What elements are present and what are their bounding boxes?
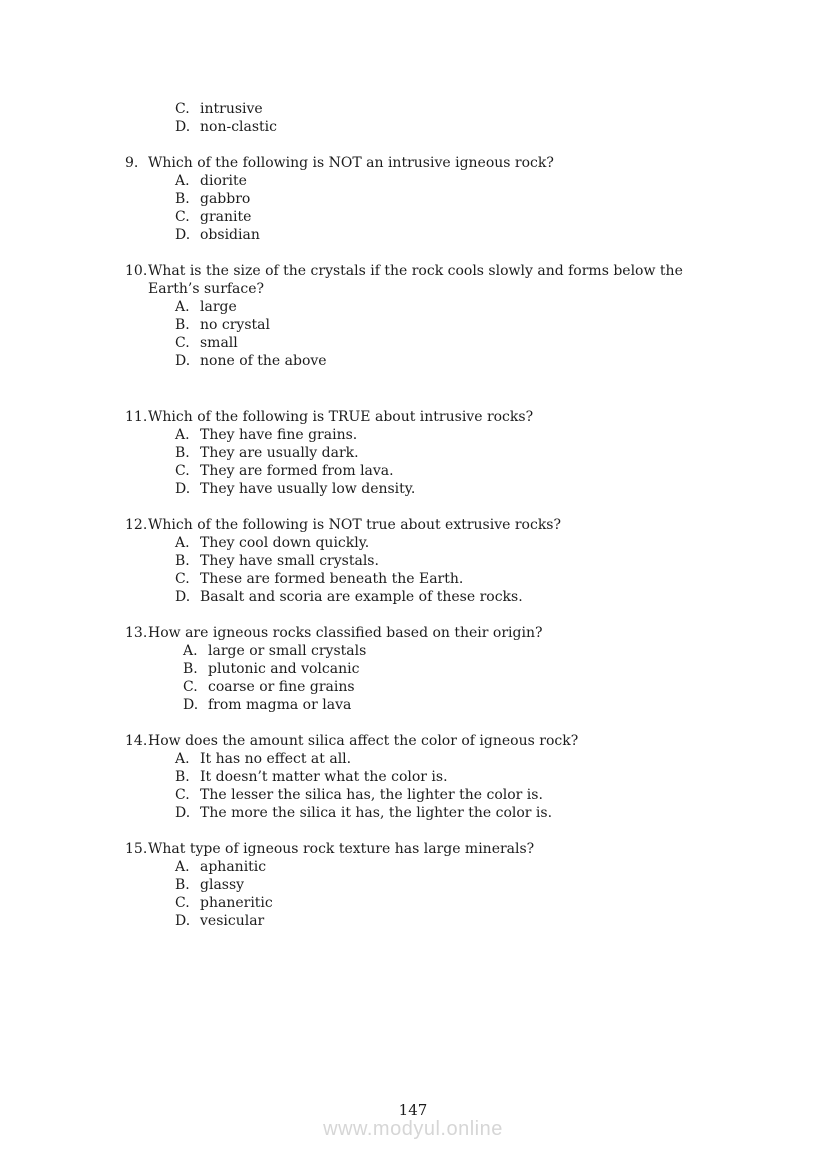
option-text: large bbox=[200, 299, 237, 315]
option-c bbox=[175, 894, 765, 912]
question-text-line: Which of the following is NOT an intrusive igneous rock? bbox=[148, 155, 554, 171]
question-stem bbox=[125, 262, 765, 298]
question-text bbox=[148, 732, 765, 750]
option-letter: B. bbox=[175, 191, 190, 207]
option-letter: A. bbox=[175, 299, 190, 315]
question-stem bbox=[125, 624, 765, 642]
option-a bbox=[175, 534, 765, 552]
question-number: 11. bbox=[125, 409, 148, 425]
option-text: gabbro bbox=[200, 191, 251, 207]
option-letter: A. bbox=[175, 427, 190, 443]
question-13 bbox=[125, 624, 765, 714]
option-a bbox=[175, 858, 765, 876]
watermark-text: www.modyul.online bbox=[323, 1118, 503, 1140]
option-letter: C. bbox=[175, 787, 190, 803]
option-text: The more the silica it has, the lighter the color is. bbox=[200, 805, 553, 821]
leftover-options bbox=[175, 100, 765, 136]
option-letter: A. bbox=[175, 173, 190, 189]
option-letter: C. bbox=[183, 679, 198, 695]
option-b bbox=[183, 660, 765, 678]
option-text: aphanitic bbox=[200, 859, 267, 875]
question-text-line: What type of igneous rock texture has large minerals? bbox=[148, 841, 535, 857]
option-b bbox=[175, 876, 765, 894]
option-text: glassy bbox=[200, 877, 245, 893]
option-text: no crystal bbox=[200, 317, 270, 333]
option-text: coarse or fine grains bbox=[208, 679, 355, 695]
option-letter: D. bbox=[175, 805, 191, 821]
option-b bbox=[175, 444, 765, 462]
option-text: large or small crystals bbox=[208, 643, 367, 659]
option-text: Basalt and scoria are example of these rocks. bbox=[200, 589, 523, 605]
question-text-line: Earth’s surface? bbox=[148, 281, 265, 297]
option-letter: D. bbox=[175, 119, 191, 135]
option-letter: C. bbox=[175, 895, 190, 911]
option-c bbox=[183, 678, 765, 696]
option-letter: D. bbox=[175, 353, 191, 369]
question-text bbox=[148, 262, 765, 298]
option-letter: C. bbox=[175, 335, 190, 351]
option-c bbox=[175, 786, 765, 804]
page-number: 147 bbox=[398, 1101, 428, 1119]
option-d bbox=[175, 912, 765, 930]
question-9 bbox=[125, 154, 765, 244]
option-letter: B. bbox=[175, 877, 190, 893]
option-b bbox=[175, 552, 765, 570]
option-text: from magma or lava bbox=[208, 697, 352, 713]
option-letter: B. bbox=[175, 553, 190, 569]
option-b bbox=[175, 190, 765, 208]
question-stem bbox=[125, 516, 765, 534]
question-text bbox=[148, 154, 765, 172]
leftover-option-d bbox=[175, 118, 765, 136]
question-text-line: Which of the following is NOT true about extrusive rocks? bbox=[148, 517, 561, 533]
question-number: 14. bbox=[125, 733, 148, 749]
question-number: 12. bbox=[125, 517, 148, 533]
option-text: They have usually low density. bbox=[200, 481, 416, 497]
option-a bbox=[175, 298, 765, 316]
option-d bbox=[175, 804, 765, 822]
option-letter: C. bbox=[175, 101, 190, 117]
question-stem bbox=[125, 408, 765, 426]
option-c bbox=[175, 570, 765, 588]
option-text: plutonic and volcanic bbox=[208, 661, 360, 677]
option-text: diorite bbox=[200, 173, 247, 189]
option-text: These are formed beneath the Earth. bbox=[200, 571, 464, 587]
option-letter: B. bbox=[175, 769, 190, 785]
option-letter: B. bbox=[175, 445, 190, 461]
option-letter: C. bbox=[175, 209, 190, 225]
option-letter: C. bbox=[175, 463, 190, 479]
option-letter: A. bbox=[175, 859, 190, 875]
question-stem bbox=[125, 154, 765, 172]
option-letter: B. bbox=[183, 661, 198, 677]
question-text bbox=[148, 516, 765, 534]
question-11 bbox=[125, 408, 765, 498]
option-c bbox=[175, 334, 765, 352]
option-text: phaneritic bbox=[200, 895, 273, 911]
option-c bbox=[175, 208, 765, 226]
option-letter: A. bbox=[175, 535, 190, 551]
option-a bbox=[183, 642, 765, 660]
question-text bbox=[148, 624, 765, 642]
options-list bbox=[175, 858, 765, 930]
question-text-line: What is the size of the crystals if the rock cools slowly and forms below the bbox=[148, 263, 683, 279]
option-b bbox=[175, 768, 765, 786]
option-letter: B. bbox=[175, 317, 190, 333]
question-15 bbox=[125, 840, 765, 930]
question-text bbox=[148, 840, 765, 858]
options-list bbox=[175, 750, 765, 822]
question-number: 13. bbox=[125, 625, 148, 641]
option-text: They are usually dark. bbox=[200, 445, 359, 461]
question-stem bbox=[125, 840, 765, 858]
option-letter: D. bbox=[175, 227, 191, 243]
option-text: They are formed from lava. bbox=[200, 463, 394, 479]
options-list bbox=[175, 298, 765, 370]
option-text: small bbox=[200, 335, 238, 351]
option-text: intrusive bbox=[200, 101, 263, 117]
option-text: The lesser the silica has, the lighter the color is. bbox=[200, 787, 543, 803]
option-d bbox=[175, 588, 765, 606]
option-letter: D. bbox=[175, 913, 191, 929]
option-text: none of the above bbox=[200, 353, 327, 369]
question-text-line: How does the amount silica affect the color of igneous rock? bbox=[148, 733, 579, 749]
option-d bbox=[175, 480, 765, 498]
question-text-line: How are igneous rocks classified based on their origin? bbox=[148, 625, 543, 641]
question-text bbox=[148, 408, 765, 426]
option-letter: C. bbox=[175, 571, 190, 587]
question-number: 9. bbox=[125, 155, 139, 171]
option-a bbox=[175, 426, 765, 444]
option-text: granite bbox=[200, 209, 252, 225]
option-letter: A. bbox=[175, 751, 190, 767]
option-b bbox=[175, 316, 765, 334]
option-d bbox=[183, 696, 765, 714]
option-text: They have fine grains. bbox=[200, 427, 358, 443]
option-text: It doesn’t matter what the color is. bbox=[200, 769, 448, 785]
option-text: It has no effect at all. bbox=[200, 751, 352, 767]
option-letter: D. bbox=[175, 589, 191, 605]
leftover-option-c bbox=[175, 100, 765, 118]
question-10 bbox=[125, 262, 765, 370]
question-14 bbox=[125, 732, 765, 822]
question-number: 10. bbox=[125, 263, 148, 279]
page-content bbox=[125, 100, 765, 930]
question-12 bbox=[125, 516, 765, 606]
option-letter: D. bbox=[183, 697, 199, 713]
question-number: 15. bbox=[125, 841, 148, 857]
options-list bbox=[175, 426, 765, 498]
options-list bbox=[183, 642, 765, 714]
question-text-line: Which of the following is TRUE about intrusive rocks? bbox=[148, 409, 534, 425]
option-text: obsidian bbox=[200, 227, 260, 243]
option-d bbox=[175, 226, 765, 244]
option-text: They cool down quickly. bbox=[200, 535, 370, 551]
option-letter: D. bbox=[175, 481, 191, 497]
option-text: vesicular bbox=[200, 913, 265, 929]
options-list bbox=[175, 172, 765, 244]
option-letter: A. bbox=[183, 643, 198, 659]
option-text: They have small crystals. bbox=[200, 553, 379, 569]
option-a bbox=[175, 172, 765, 190]
option-c bbox=[175, 462, 765, 480]
options-list bbox=[175, 534, 765, 606]
option-d bbox=[175, 352, 765, 370]
option-text: non-clastic bbox=[200, 119, 277, 135]
option-a bbox=[175, 750, 765, 768]
question-stem bbox=[125, 732, 765, 750]
